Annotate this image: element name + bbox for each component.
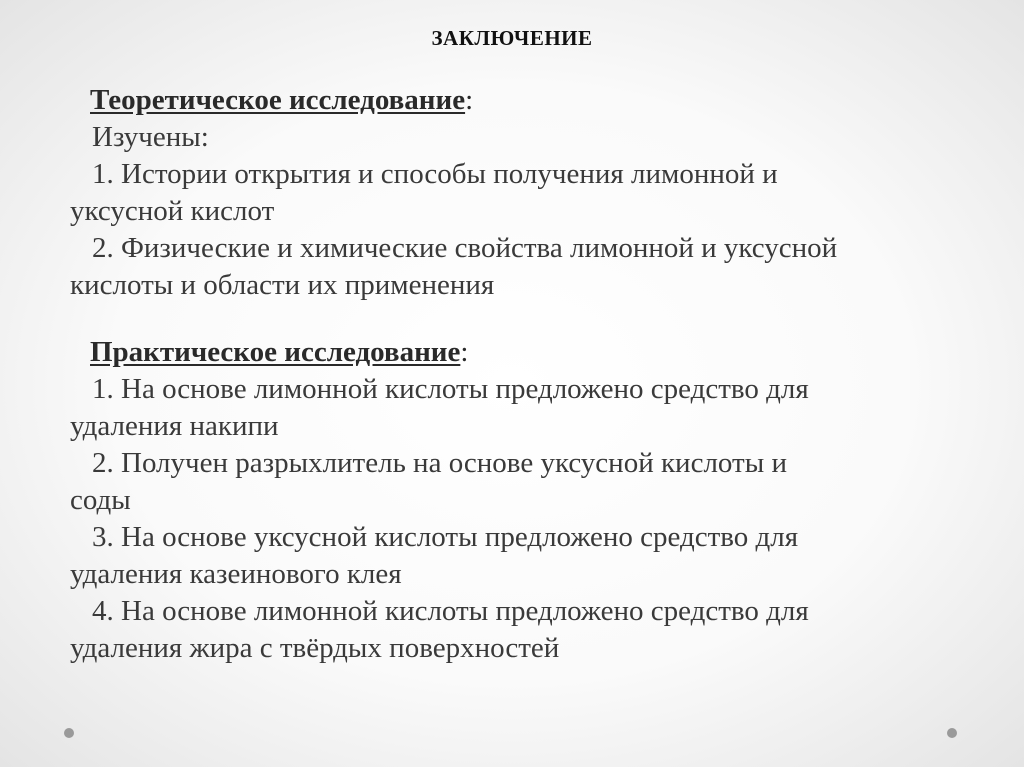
corner-dot-right: [947, 728, 957, 738]
section-spacer: [70, 304, 980, 334]
practice-item-1-line-2: удаления накипи: [70, 410, 279, 442]
theory-item-2-line-2: кислоты и области их применения: [70, 269, 495, 301]
corner-dot-left: [64, 728, 74, 738]
practice-item-4-line-2: удаления жира с твёрдых поверхностей: [70, 632, 560, 664]
practice-item-1-line-1: 1. На основе лимонной кислоты предложено средство для: [92, 373, 809, 405]
practice-item-3-line-2: удаления казеинового клея: [70, 558, 402, 590]
practice-heading-colon: :: [460, 336, 469, 368]
practice-item-2-line-1: 2. Получен разрыхлитель на основе уксусной кислоты и: [92, 447, 787, 479]
practice-item-4-line-1: 4. На основе лимонной кислоты предложено средство для: [92, 595, 809, 627]
theory-item-1-line-1: 1. Истории открытия и способы получения лимонной и: [92, 158, 778, 190]
practice-item-2-line-2: соды: [70, 484, 131, 516]
theory-heading-text: Теоретическое исследование: [90, 84, 466, 116]
practice-heading: [70, 334, 980, 371]
practice-item-3-line-1: 3. На основе уксусной кислоты предложено средство для: [92, 521, 799, 553]
slide-title: ЗАКЛЮЧЕНИЕ: [431, 26, 593, 50]
slide-content: [70, 82, 980, 667]
theory-intro: Изучены:: [92, 121, 209, 153]
practice-heading-text: Практическое исследование: [90, 336, 461, 368]
theory-heading-colon: :: [465, 84, 474, 116]
theory-item-2-line-1: 2. Физические и химические свойства лимонной и уксусной: [92, 232, 838, 264]
theory-item-1-line-2: уксусной кислот: [70, 195, 275, 227]
theory-heading: [70, 82, 980, 119]
